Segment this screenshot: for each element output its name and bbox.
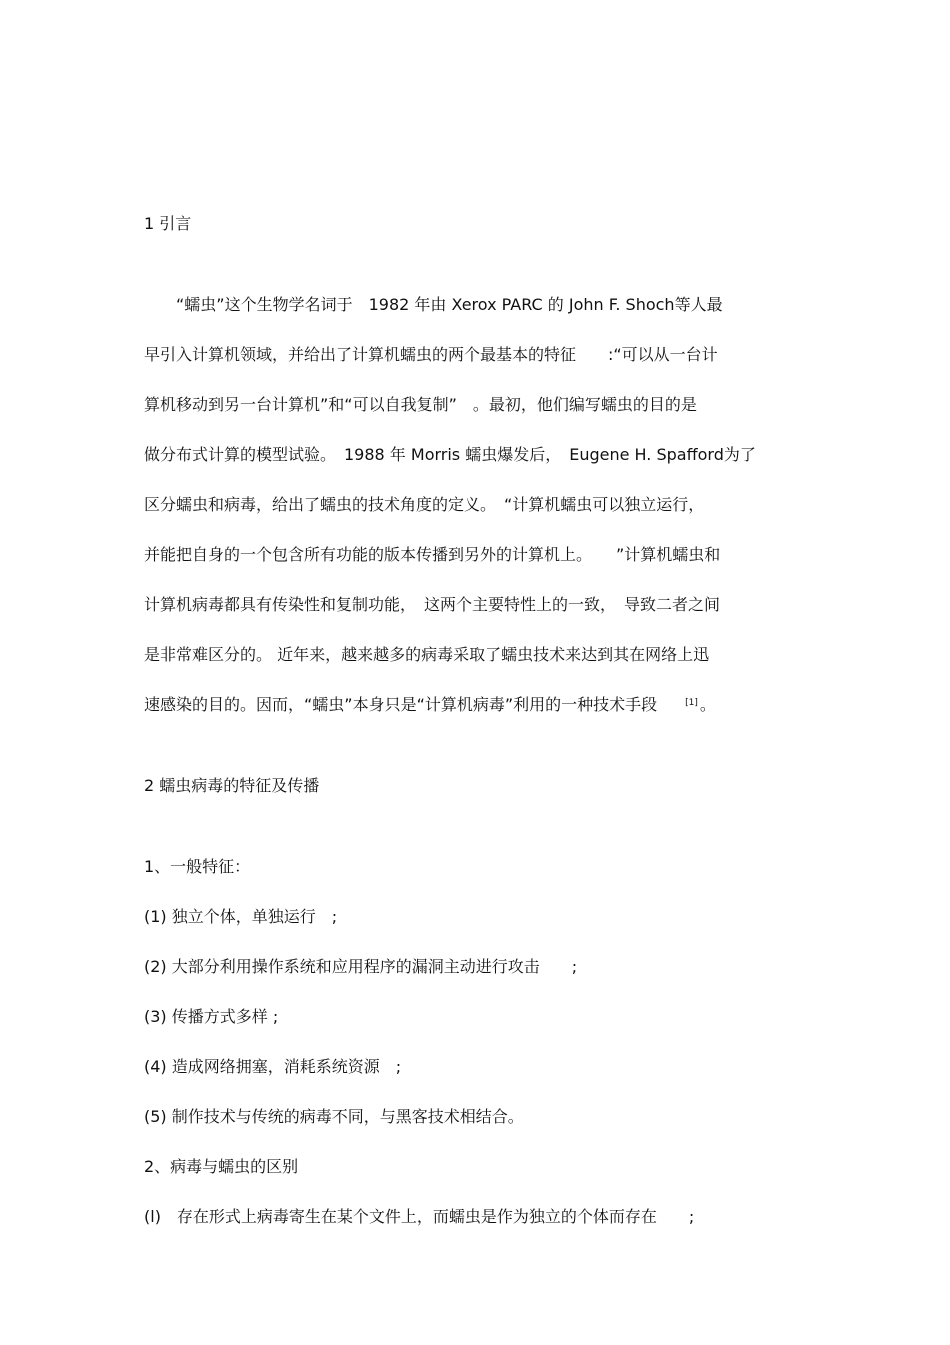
section-1-heading: 1 引言 [144,214,192,233]
paragraph-line: 早引入计算机领域，并给出了计算机蠕虫的两个最基本的特征 :“可以从一台计 [144,345,718,364]
section-2-heading: 2 蠕虫病毒的特征及传播 [144,776,320,795]
subsection-2-title: 2、病毒与蠕虫的区别 [144,1157,299,1176]
paragraph-line: 区分蠕虫和病毒，给出了蠕虫的技术角度的定义。 “计算机蠕虫可以独立运行， [144,495,705,514]
paragraph-line: 做分布式计算的模型试验。 1988 年 Morris 蠕虫爆发后， Eugene H. Spafford为了 [144,445,756,464]
list-item: (4) 造成网络拥塞，消耗系统资源 ; [144,1057,402,1076]
list-item: (2) 大部分利用操作系统和应用程序的漏洞主动进行攻击 ; [144,957,578,976]
list-item: (l) 存在形式上病毒寄生在某个文件上，而蠕虫是作为独立的个体而存在 ; [144,1207,695,1226]
paragraph-line: 并能把自身的一个包含所有功能的版本传播到另外的计算机上。 ”计算机蠕虫和 [144,545,721,564]
paragraph-line: 是非常难区分的。 近年来，越来越多的病毒采取了蠕虫技术来达到其在网络上迅 [144,645,710,664]
closing-punctuation: 。 [699,695,716,714]
list-item: (1) 独立个体，单独运行 ; [144,907,338,926]
list-item: (3) 传播方式多样 ; [144,1007,279,1026]
paragraph-line: 算机移动到另一台计算机”和“可以自我复制” 。最初，他们编写蠕虫的目的是 [144,395,697,414]
paragraph-line: 计算机病毒都具有传染性和复制功能， 这两个主要特性上的一致， 导致二者之间 [144,595,721,614]
paragraph-line: 速感染的目的。因而，“蠕虫”本身只是“计算机病毒”利用的一种技术手段 [144,695,658,714]
paragraph-line: “蠕虫”这个生物学名词于 1982 年由 Xerox PARC 的 John F. Shoch等人最 [144,295,723,314]
section-1-paragraph [144,294,809,734]
list-item: (5) 制作技术与传统的病毒不同，与黑客技术相结合。 [144,1107,524,1126]
paragraph-last-line [144,694,716,716]
citation-mark: [1] [685,698,698,708]
subsection-1-title: 1、一般特征： [144,857,251,876]
